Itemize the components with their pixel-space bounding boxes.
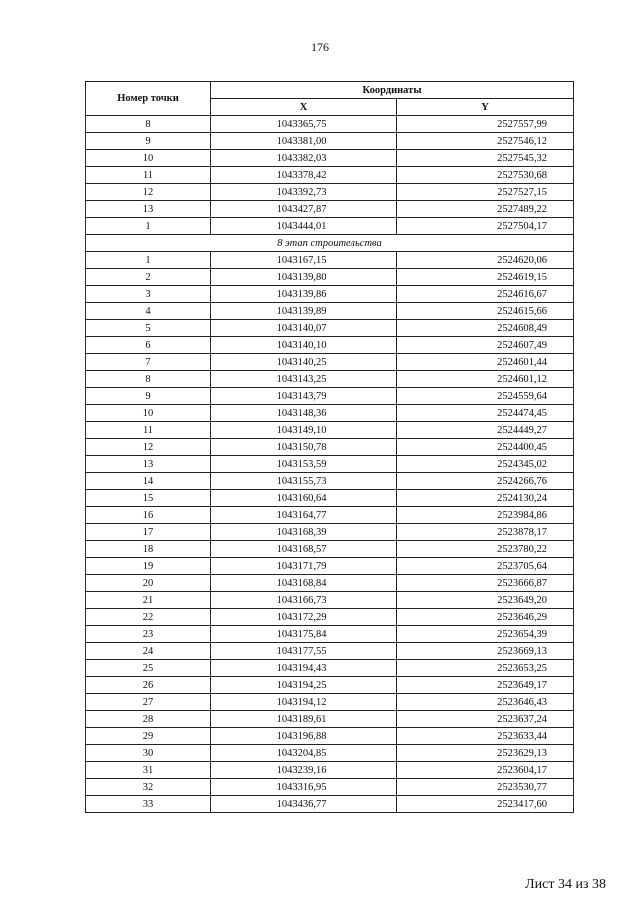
table-row (86, 779, 574, 796)
point-number-cell: 9 (86, 388, 211, 405)
x-coordinate-cell: 1043444,01 (211, 218, 397, 235)
y-coordinate-cell: 2523649,20 (397, 592, 574, 609)
table-row (86, 116, 574, 133)
point-number-cell: 20 (86, 575, 211, 592)
point-number-cell: 33 (86, 796, 211, 813)
x-coordinate-cell: 1043167,15 (211, 252, 397, 269)
point-number-cell: 31 (86, 762, 211, 779)
header-x: X (211, 99, 397, 116)
point-number-cell: 3 (86, 286, 211, 303)
header-y: Y (397, 99, 574, 116)
y-coordinate-cell: 2523646,43 (397, 694, 574, 711)
table-row (86, 133, 574, 150)
y-coordinate-cell: 2524400,45 (397, 439, 574, 456)
table-row (86, 354, 574, 371)
coordinates-table (85, 81, 574, 813)
table-row (86, 405, 574, 422)
y-coordinate-cell: 2524266,76 (397, 473, 574, 490)
y-coordinate-cell: 2523669,13 (397, 643, 574, 660)
point-number-cell: 19 (86, 558, 211, 575)
table-row (86, 541, 574, 558)
x-coordinate-cell: 1043436,77 (211, 796, 397, 813)
table-row (86, 694, 574, 711)
x-coordinate-cell: 1043168,57 (211, 541, 397, 558)
table-row (86, 286, 574, 303)
stage-label: 8 этап строительства (86, 235, 574, 252)
y-coordinate-cell: 2523649,17 (397, 677, 574, 694)
table-row (86, 660, 574, 677)
point-number-cell: 25 (86, 660, 211, 677)
y-coordinate-cell: 2524345,02 (397, 456, 574, 473)
header-point-number: Номер точки (86, 82, 211, 116)
point-number-cell: 10 (86, 405, 211, 422)
point-number-cell: 12 (86, 184, 211, 201)
point-number-cell: 8 (86, 371, 211, 388)
x-coordinate-cell: 1043139,86 (211, 286, 397, 303)
y-coordinate-cell: 2523604,17 (397, 762, 574, 779)
point-number-cell: 6 (86, 337, 211, 354)
x-coordinate-cell: 1043378,42 (211, 167, 397, 184)
y-coordinate-cell: 2527504,17 (397, 218, 574, 235)
y-coordinate-cell: 2524474,45 (397, 405, 574, 422)
x-coordinate-cell: 1043196,88 (211, 728, 397, 745)
y-coordinate-cell: 2527527,15 (397, 184, 574, 201)
header-coordinates: Координаты (211, 82, 574, 99)
point-number-cell: 2 (86, 269, 211, 286)
point-number-cell: 11 (86, 167, 211, 184)
table-row (86, 643, 574, 660)
table-row (86, 796, 574, 813)
x-coordinate-cell: 1043427,87 (211, 201, 397, 218)
table-row (86, 218, 574, 235)
table-row (86, 422, 574, 439)
table-row (86, 456, 574, 473)
table-row (86, 337, 574, 354)
point-number-cell: 28 (86, 711, 211, 728)
point-number-cell: 13 (86, 201, 211, 218)
y-coordinate-cell: 2523780,22 (397, 541, 574, 558)
x-coordinate-cell: 1043149,10 (211, 422, 397, 439)
point-number-cell: 24 (86, 643, 211, 660)
point-number-cell: 16 (86, 507, 211, 524)
table-row (86, 745, 574, 762)
x-coordinate-cell: 1043140,10 (211, 337, 397, 354)
y-coordinate-cell: 2527557,99 (397, 116, 574, 133)
table-row (86, 711, 574, 728)
sheet-footer: Лист 34 из 38 (525, 877, 606, 892)
x-coordinate-cell: 1043140,07 (211, 320, 397, 337)
x-coordinate-cell: 1043365,75 (211, 116, 397, 133)
x-coordinate-cell: 1043168,84 (211, 575, 397, 592)
table-row (86, 320, 574, 337)
x-coordinate-cell: 1043381,00 (211, 133, 397, 150)
y-coordinate-cell: 2523653,25 (397, 660, 574, 677)
x-coordinate-cell: 1043140,25 (211, 354, 397, 371)
y-coordinate-cell: 2524608,49 (397, 320, 574, 337)
y-coordinate-cell: 2527489,22 (397, 201, 574, 218)
table-row (86, 150, 574, 167)
point-number-cell: 1 (86, 252, 211, 269)
x-coordinate-cell: 1043175,84 (211, 626, 397, 643)
x-coordinate-cell: 1043143,25 (211, 371, 397, 388)
x-coordinate-cell: 1043171,79 (211, 558, 397, 575)
table-row (86, 439, 574, 456)
table-row (86, 728, 574, 745)
y-coordinate-cell: 2523629,13 (397, 745, 574, 762)
x-coordinate-cell: 1043139,89 (211, 303, 397, 320)
point-number-cell: 21 (86, 592, 211, 609)
point-number-cell: 5 (86, 320, 211, 337)
table-row (86, 371, 574, 388)
y-coordinate-cell: 2524449,27 (397, 422, 574, 439)
table-row (86, 592, 574, 609)
y-coordinate-cell: 2523984,86 (397, 507, 574, 524)
y-coordinate-cell: 2523705,64 (397, 558, 574, 575)
table-row (86, 184, 574, 201)
x-coordinate-cell: 1043392,73 (211, 184, 397, 201)
y-coordinate-cell: 2523637,24 (397, 711, 574, 728)
table-row (86, 167, 574, 184)
table-row (86, 201, 574, 218)
x-coordinate-cell: 1043204,85 (211, 745, 397, 762)
y-coordinate-cell: 2527545,32 (397, 150, 574, 167)
table-row (86, 490, 574, 507)
table-row (86, 677, 574, 694)
point-number-cell: 23 (86, 626, 211, 643)
x-coordinate-cell: 1043166,73 (211, 592, 397, 609)
y-coordinate-cell: 2523530,77 (397, 779, 574, 796)
point-number-cell: 9 (86, 133, 211, 150)
x-coordinate-cell: 1043139,80 (211, 269, 397, 286)
y-coordinate-cell: 2524601,44 (397, 354, 574, 371)
x-coordinate-cell: 1043194,43 (211, 660, 397, 677)
stage-row (86, 235, 574, 252)
point-number-cell: 27 (86, 694, 211, 711)
x-coordinate-cell: 1043143,79 (211, 388, 397, 405)
y-coordinate-cell: 2524601,12 (397, 371, 574, 388)
y-coordinate-cell: 2523666,87 (397, 575, 574, 592)
point-number-cell: 26 (86, 677, 211, 694)
x-coordinate-cell: 1043155,73 (211, 473, 397, 490)
y-coordinate-cell: 2524619,15 (397, 269, 574, 286)
point-number-cell: 13 (86, 456, 211, 473)
y-coordinate-cell: 2523646,29 (397, 609, 574, 626)
y-coordinate-cell: 2524620,06 (397, 252, 574, 269)
table-row (86, 609, 574, 626)
x-coordinate-cell: 1043316,95 (211, 779, 397, 796)
table-row (86, 524, 574, 541)
x-coordinate-cell: 1043172,29 (211, 609, 397, 626)
point-number-cell: 11 (86, 422, 211, 439)
table-row (86, 269, 574, 286)
table-row (86, 626, 574, 643)
table-row (86, 762, 574, 779)
table-row (86, 388, 574, 405)
point-number-cell: 14 (86, 473, 211, 490)
point-number-cell: 22 (86, 609, 211, 626)
y-coordinate-cell: 2524616,67 (397, 286, 574, 303)
y-coordinate-cell: 2524130,24 (397, 490, 574, 507)
x-coordinate-cell: 1043177,55 (211, 643, 397, 660)
x-coordinate-cell: 1043164,77 (211, 507, 397, 524)
x-coordinate-cell: 1043194,25 (211, 677, 397, 694)
table-row (86, 558, 574, 575)
x-coordinate-cell: 1043148,36 (211, 405, 397, 422)
table-row (86, 252, 574, 269)
y-coordinate-cell: 2523417,60 (397, 796, 574, 813)
page-number: 176 (311, 40, 329, 54)
y-coordinate-cell: 2523878,17 (397, 524, 574, 541)
point-number-cell: 7 (86, 354, 211, 371)
y-coordinate-cell: 2523633,44 (397, 728, 574, 745)
point-number-cell: 4 (86, 303, 211, 320)
point-number-cell: 1 (86, 218, 211, 235)
point-number-cell: 29 (86, 728, 211, 745)
rows-group-before (86, 116, 574, 235)
point-number-cell: 30 (86, 745, 211, 762)
table-row (86, 303, 574, 320)
y-coordinate-cell: 2527546,12 (397, 133, 574, 150)
table-row (86, 575, 574, 592)
y-coordinate-cell: 2524615,66 (397, 303, 574, 320)
point-number-cell: 8 (86, 116, 211, 133)
point-number-cell: 17 (86, 524, 211, 541)
rows-group-after (86, 252, 574, 813)
x-coordinate-cell: 1043382,03 (211, 150, 397, 167)
point-number-cell: 18 (86, 541, 211, 558)
y-coordinate-cell: 2527530,68 (397, 167, 574, 184)
x-coordinate-cell: 1043150,78 (211, 439, 397, 456)
x-coordinate-cell: 1043168,39 (211, 524, 397, 541)
y-coordinate-cell: 2524559,64 (397, 388, 574, 405)
point-number-cell: 10 (86, 150, 211, 167)
x-coordinate-cell: 1043194,12 (211, 694, 397, 711)
x-coordinate-cell: 1043189,61 (211, 711, 397, 728)
y-coordinate-cell: 2524607,49 (397, 337, 574, 354)
y-coordinate-cell: 2523654,39 (397, 626, 574, 643)
point-number-cell: 12 (86, 439, 211, 456)
table-row (86, 473, 574, 490)
point-number-cell: 32 (86, 779, 211, 796)
x-coordinate-cell: 1043239,16 (211, 762, 397, 779)
point-number-cell: 15 (86, 490, 211, 507)
x-coordinate-cell: 1043160,64 (211, 490, 397, 507)
x-coordinate-cell: 1043153,59 (211, 456, 397, 473)
table-row (86, 507, 574, 524)
